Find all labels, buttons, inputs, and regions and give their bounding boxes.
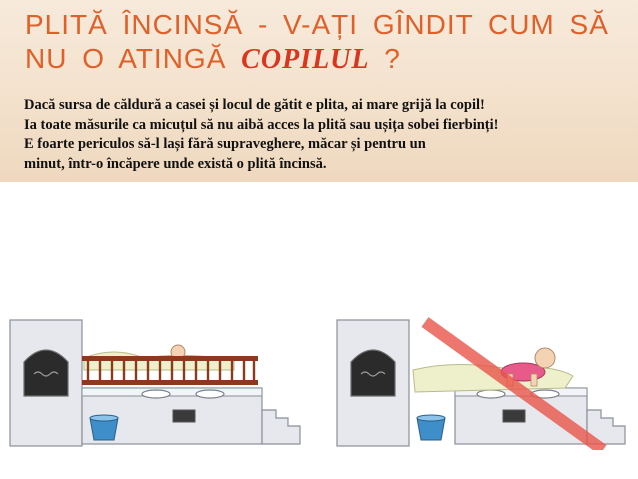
page-title xyxy=(25,8,625,77)
steps xyxy=(262,410,300,444)
title-line-2-suffix: ? xyxy=(384,43,401,74)
body-line-4: minut, într-o încăpere unde există o plită încinsă. xyxy=(24,155,327,172)
body-text xyxy=(24,96,634,174)
stove-with-barrier-illustration xyxy=(8,300,308,450)
title-line-2-prefix: NU O ATINGĂ xyxy=(25,43,242,74)
oven-door-icon xyxy=(351,350,395,396)
oven-door-icon xyxy=(24,350,68,396)
body-line-1: Dacă sursa de căldură a casei și locul de gătit e plita, ai mare grijă la copil! xyxy=(24,97,485,113)
body-line-2: Ia toate măsurile ca micuțul să nu aibă acces la plită sau ușița sobei fierbinți! xyxy=(24,116,499,133)
burner-icon xyxy=(477,390,505,398)
title-emphasis: COPILUL xyxy=(241,44,370,75)
firebox-door-icon xyxy=(503,410,525,422)
burner-icon xyxy=(196,390,224,398)
title-line-1: PLITĂ ÎNCINSĂ - V-AȚI GÎNDIT CUM SĂ xyxy=(25,9,609,40)
body-line-3: E foarte periculos să-l lași fără supraveghere, măcar și pentru un xyxy=(24,136,426,152)
firebox-door-icon xyxy=(173,410,195,422)
child-on-stove-forbidden-illustration xyxy=(333,300,633,450)
burner-icon xyxy=(142,390,170,398)
